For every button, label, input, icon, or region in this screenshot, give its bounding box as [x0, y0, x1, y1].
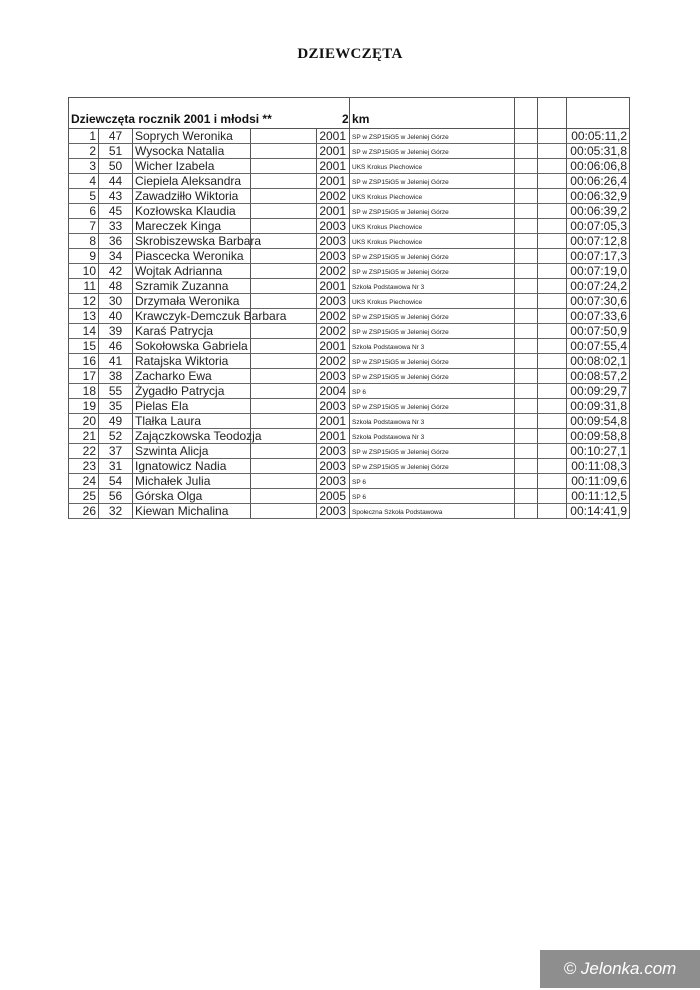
bib-number-cell: 36 — [99, 234, 133, 249]
club-cell: UKS Krokus Piechowice — [350, 234, 515, 249]
birth-year-cell: 2001 — [317, 144, 350, 159]
bib-number-cell: 51 — [99, 144, 133, 159]
place-cell: 17 — [69, 369, 99, 384]
time-cell: 00:09:29,7 — [567, 384, 630, 399]
time-cell: 00:11:12,5 — [567, 489, 630, 504]
birth-year-cell: 2001 — [317, 159, 350, 174]
empty-cell — [251, 489, 317, 504]
empty-cell — [538, 159, 567, 174]
empty-cell — [251, 219, 317, 234]
name-cell: Ratajska Wiktoria — [133, 354, 251, 369]
bib-number-cell: 32 — [99, 504, 133, 519]
birth-year-cell: 2003 — [317, 504, 350, 519]
name-cell: Zajączkowska Teodozja — [133, 429, 251, 444]
empty-cell — [515, 264, 538, 279]
bib-number-cell: 31 — [99, 459, 133, 474]
name-cell: Sokołowska Gabriela — [133, 339, 251, 354]
place-cell: 2 — [69, 144, 99, 159]
club-cell: SP w ZSP15iG5 w Jeleniej Górze — [350, 444, 515, 459]
table-row — [69, 234, 630, 249]
club-cell: SP w ZSP15iG5 w Jeleniej Górze — [350, 264, 515, 279]
club-cell: SP w ZSP15iG5 w Jeleniej Górze — [350, 249, 515, 264]
empty-cell — [251, 444, 317, 459]
table-row — [69, 399, 630, 414]
club-cell: UKS Krokus Piechowice — [350, 159, 515, 174]
category-cell — [69, 98, 317, 129]
time-cell: 00:11:09,6 — [567, 474, 630, 489]
empty-cell — [515, 279, 538, 294]
name-cell: Michałek Julia — [133, 474, 251, 489]
empty-cell — [538, 279, 567, 294]
birth-year-cell: 2002 — [317, 354, 350, 369]
empty-cell — [515, 444, 538, 459]
name-cell: Piascecka Weronika — [133, 249, 251, 264]
time-cell: 00:07:30,6 — [567, 294, 630, 309]
name-cell: Żygadło Patrycja — [133, 384, 251, 399]
place-cell: 18 — [69, 384, 99, 399]
club-cell: Szkoła Podstawowa Nr 3 — [350, 429, 515, 444]
name-cell: Kiewan Michalina — [133, 504, 251, 519]
birth-year-cell: 2003 — [317, 444, 350, 459]
watermark: © Jelonka.com — [540, 950, 700, 988]
empty-cell — [538, 174, 567, 189]
club-cell: Szkoła Podstawowa Nr 3 — [350, 279, 515, 294]
time-cell: 00:06:06,8 — [567, 159, 630, 174]
empty-cell — [515, 324, 538, 339]
club-cell: SP w ZSP15iG5 w Jeleniej Górze — [350, 369, 515, 384]
name-cell: Karaś Patrycja — [133, 324, 251, 339]
table-row — [69, 294, 630, 309]
empty-cell — [251, 459, 317, 474]
empty-cell — [515, 129, 538, 144]
empty-cell — [251, 279, 317, 294]
empty-cell — [251, 339, 317, 354]
empty-cell — [251, 354, 317, 369]
empty-cell — [251, 174, 317, 189]
name-cell: Wojtak Adrianna — [133, 264, 251, 279]
category-label: Dziewczęta rocznik 2001 i młodsi ** — [71, 112, 272, 126]
table-row — [69, 219, 630, 234]
place-cell: 3 — [69, 159, 99, 174]
table-row — [69, 204, 630, 219]
empty-cell — [515, 474, 538, 489]
distance-cell — [342, 98, 515, 129]
empty-cell — [515, 234, 538, 249]
birth-year-cell: 2004 — [317, 384, 350, 399]
club-cell: UKS Krokus Piechowice — [350, 189, 515, 204]
time-cell: 00:07:12,8 — [567, 234, 630, 249]
name-cell: Górska Olga — [133, 489, 251, 504]
table-row — [69, 429, 630, 444]
birth-year-cell: 2001 — [317, 174, 350, 189]
document-title: DZIEWCZĘTA — [297, 46, 403, 62]
empty-cell — [538, 309, 567, 324]
empty-cell — [538, 414, 567, 429]
time-cell: 00:14:41,9 — [567, 504, 630, 519]
time-cell: 00:08:57,2 — [567, 369, 630, 384]
place-cell: 6 — [69, 204, 99, 219]
empty-cell — [538, 294, 567, 309]
empty-cell — [538, 489, 567, 504]
bib-number-cell: 47 — [99, 129, 133, 144]
time-cell: 00:11:08,3 — [567, 459, 630, 474]
name-cell: Krawczyk-Demczuk Barbara — [133, 309, 251, 324]
place-cell: 13 — [69, 309, 99, 324]
empty-cell — [251, 294, 317, 309]
birth-year-cell: 2003 — [317, 459, 350, 474]
club-cell: SP 6 — [350, 489, 515, 504]
empty-cell — [251, 204, 317, 219]
time-cell: 00:05:31,8 — [567, 144, 630, 159]
empty-cell — [515, 339, 538, 354]
empty-cell — [515, 309, 538, 324]
empty-cell — [251, 264, 317, 279]
name-cell: Ciepiela Aleksandra — [133, 174, 251, 189]
place-cell: 25 — [69, 489, 99, 504]
name-cell: Wicher Izabela — [133, 159, 251, 174]
name-cell: Mareczek Kinga — [133, 219, 251, 234]
birth-year-cell: 2005 — [317, 489, 350, 504]
birth-year-cell: 2003 — [317, 294, 350, 309]
place-cell: 21 — [69, 429, 99, 444]
empty-cell — [538, 204, 567, 219]
bib-number-cell: 50 — [99, 159, 133, 174]
empty-cell — [251, 144, 317, 159]
empty-cell — [515, 219, 538, 234]
place-cell: 8 — [69, 234, 99, 249]
results-table — [68, 97, 630, 519]
birth-year-cell: 2003 — [317, 369, 350, 384]
bib-number-cell: 43 — [99, 189, 133, 204]
place-cell: 5 — [69, 189, 99, 204]
name-cell: Zawadziłło Wiktoria — [133, 189, 251, 204]
birth-year-cell: 2003 — [317, 219, 350, 234]
birth-year-cell: 2001 — [317, 129, 350, 144]
empty-cell — [515, 459, 538, 474]
empty-cell — [538, 354, 567, 369]
place-cell: 16 — [69, 354, 99, 369]
name-cell: Kozłowska Klaudia — [133, 204, 251, 219]
empty-cell — [538, 189, 567, 204]
table-header-row — [69, 98, 630, 129]
empty-cell — [538, 474, 567, 489]
time-cell: 00:06:26,4 — [567, 174, 630, 189]
empty-cell — [251, 369, 317, 384]
place-cell: 20 — [69, 414, 99, 429]
club-cell: Szkoła Podstawowa Nr 3 — [350, 414, 515, 429]
table-row — [69, 489, 630, 504]
club-cell: SP w ZSP15iG5 w Jeleniej Górze — [350, 354, 515, 369]
time-cell: 00:07:19,0 — [567, 264, 630, 279]
club-cell: SP w ZSP15iG5 w Jeleniej Górze — [350, 144, 515, 159]
birth-year-cell: 2002 — [317, 264, 350, 279]
empty-cell — [515, 189, 538, 204]
name-cell: Ignatowicz Nadia — [133, 459, 251, 474]
birth-year-cell: 2002 — [317, 324, 350, 339]
table-row — [69, 324, 630, 339]
empty-cell — [515, 144, 538, 159]
table-row — [69, 504, 630, 519]
empty-cell — [515, 174, 538, 189]
birth-year-cell: 2001 — [317, 339, 350, 354]
bib-number-cell: 40 — [99, 309, 133, 324]
name-cell: Skrobiszewska Barbara — [133, 234, 251, 249]
name-cell: Wysocka Natalia — [133, 144, 251, 159]
bib-number-cell: 46 — [99, 339, 133, 354]
table-row — [69, 339, 630, 354]
time-cell: 00:05:11,2 — [567, 129, 630, 144]
bib-number-cell: 54 — [99, 474, 133, 489]
empty-cell — [538, 504, 567, 519]
table-row — [69, 144, 630, 159]
empty-cell — [515, 429, 538, 444]
empty-cell — [515, 369, 538, 384]
empty-cell — [251, 384, 317, 399]
empty-cell — [251, 249, 317, 264]
empty-cell — [251, 189, 317, 204]
time-cell: 00:10:27,1 — [567, 444, 630, 459]
club-cell: SP w ZSP15iG5 w Jeleniej Górze — [350, 309, 515, 324]
time-cell: 00:06:39,2 — [567, 204, 630, 219]
bib-number-cell: 45 — [99, 204, 133, 219]
table-row — [69, 414, 630, 429]
time-cell: 00:06:32,9 — [567, 189, 630, 204]
distance-label: 2 km — [342, 112, 370, 126]
club-cell: Szkoła Podstawowa Nr 3 — [350, 339, 515, 354]
time-cell: 00:07:50,9 — [567, 324, 630, 339]
empty-cell — [538, 324, 567, 339]
time-cell: 00:07:05,3 — [567, 219, 630, 234]
place-cell: 22 — [69, 444, 99, 459]
table-row — [69, 444, 630, 459]
bib-number-cell: 49 — [99, 414, 133, 429]
empty-cell — [515, 98, 538, 129]
empty-cell — [515, 249, 538, 264]
empty-cell — [538, 429, 567, 444]
bib-number-cell: 37 — [99, 444, 133, 459]
name-cell: Szramik Zuzanna — [133, 279, 251, 294]
empty-cell — [538, 234, 567, 249]
place-cell: 7 — [69, 219, 99, 234]
empty-cell — [538, 98, 567, 129]
place-cell: 4 — [69, 174, 99, 189]
table-row — [69, 474, 630, 489]
birth-year-cell: 2001 — [317, 429, 350, 444]
club-cell: UKS Krokus Piechowice — [350, 219, 515, 234]
empty-cell — [251, 474, 317, 489]
name-cell: Zacharko Ewa — [133, 369, 251, 384]
empty-cell — [538, 444, 567, 459]
empty-cell — [515, 294, 538, 309]
empty-cell — [251, 414, 317, 429]
empty-cell — [251, 324, 317, 339]
bib-number-cell: 34 — [99, 249, 133, 264]
club-cell: SP 6 — [350, 384, 515, 399]
club-cell: Społeczna Szkoła Podstawowa — [350, 504, 515, 519]
empty-cell — [538, 399, 567, 414]
birth-year-cell: 2001 — [317, 204, 350, 219]
place-cell: 10 — [69, 264, 99, 279]
table-row — [69, 369, 630, 384]
bib-number-cell: 55 — [99, 384, 133, 399]
empty-cell — [515, 159, 538, 174]
table-row — [69, 354, 630, 369]
table-row — [69, 189, 630, 204]
birth-year-cell: 2003 — [317, 249, 350, 264]
empty-cell — [515, 414, 538, 429]
empty-cell — [515, 489, 538, 504]
name-cell: Soprych Weronika — [133, 129, 251, 144]
bib-number-cell: 30 — [99, 294, 133, 309]
empty-cell — [251, 399, 317, 414]
birth-year-cell: 2003 — [317, 234, 350, 249]
time-cell: 00:07:17,3 — [567, 249, 630, 264]
club-cell: SP w ZSP15iG5 w Jeleniej Górze — [350, 399, 515, 414]
place-cell: 14 — [69, 324, 99, 339]
time-cell: 00:07:24,2 — [567, 279, 630, 294]
empty-cell — [538, 339, 567, 354]
empty-cell — [515, 399, 538, 414]
club-cell: UKS Krokus Piechowice — [350, 294, 515, 309]
empty-cell — [251, 129, 317, 144]
place-cell: 19 — [69, 399, 99, 414]
club-cell: SP w ZSP15iG5 w Jeleniej Górze — [350, 129, 515, 144]
birth-year-cell: 2002 — [317, 189, 350, 204]
bib-number-cell: 38 — [99, 369, 133, 384]
place-cell: 26 — [69, 504, 99, 519]
name-cell: Drzymała Weronika — [133, 294, 251, 309]
empty-cell — [251, 159, 317, 174]
time-cell: 00:07:55,4 — [567, 339, 630, 354]
club-cell: SP 6 — [350, 474, 515, 489]
club-cell: SP w ZSP15iG5 w Jeleniej Górze — [350, 324, 515, 339]
bib-number-cell: 33 — [99, 219, 133, 234]
empty-cell — [538, 129, 567, 144]
empty-cell — [515, 504, 538, 519]
table-row — [69, 264, 630, 279]
place-cell: 12 — [69, 294, 99, 309]
bib-number-cell: 42 — [99, 264, 133, 279]
name-cell: Tlałka Laura — [133, 414, 251, 429]
club-cell: SP w ZSP15iG5 w Jeleniej Górze — [350, 204, 515, 219]
name-cell: Szwinta Alicja — [133, 444, 251, 459]
bib-number-cell: 48 — [99, 279, 133, 294]
place-cell: 11 — [69, 279, 99, 294]
birth-year-cell: 2003 — [317, 474, 350, 489]
empty-cell — [538, 369, 567, 384]
bib-number-cell: 39 — [99, 324, 133, 339]
table-row — [69, 279, 630, 294]
place-cell: 24 — [69, 474, 99, 489]
birth-year-cell: 2002 — [317, 309, 350, 324]
club-cell: SP w ZSP15iG5 w Jeleniej Górze — [350, 174, 515, 189]
club-cell: SP w ZSP15iG5 w Jeleniej Górze — [350, 459, 515, 474]
empty-cell — [567, 98, 630, 129]
birth-year-cell: 2001 — [317, 414, 350, 429]
bib-number-cell: 56 — [99, 489, 133, 504]
place-cell: 1 — [69, 129, 99, 144]
empty-cell — [538, 144, 567, 159]
table-row — [69, 174, 630, 189]
bib-number-cell: 52 — [99, 429, 133, 444]
empty-cell — [515, 384, 538, 399]
time-cell: 00:09:31,8 — [567, 399, 630, 414]
empty-cell — [251, 504, 317, 519]
table-row — [69, 159, 630, 174]
empty-cell — [538, 249, 567, 264]
bib-number-cell: 35 — [99, 399, 133, 414]
time-cell: 00:09:58,8 — [567, 429, 630, 444]
empty-cell — [515, 354, 538, 369]
place-cell: 23 — [69, 459, 99, 474]
table-row — [69, 129, 630, 144]
time-cell: 00:08:02,1 — [567, 354, 630, 369]
empty-cell — [515, 204, 538, 219]
table-row — [69, 309, 630, 324]
time-cell: 00:07:33,6 — [567, 309, 630, 324]
place-cell: 15 — [69, 339, 99, 354]
name-cell: Pielas Ela — [133, 399, 251, 414]
time-cell: 00:09:54,8 — [567, 414, 630, 429]
bib-number-cell: 44 — [99, 174, 133, 189]
bib-number-cell: 41 — [99, 354, 133, 369]
empty-cell — [538, 459, 567, 474]
empty-cell — [538, 264, 567, 279]
empty-cell — [538, 219, 567, 234]
birth-year-cell: 2001 — [317, 279, 350, 294]
table-row — [69, 459, 630, 474]
table-row — [69, 384, 630, 399]
place-cell: 9 — [69, 249, 99, 264]
empty-cell — [538, 384, 567, 399]
birth-year-cell: 2003 — [317, 399, 350, 414]
table-row — [69, 249, 630, 264]
